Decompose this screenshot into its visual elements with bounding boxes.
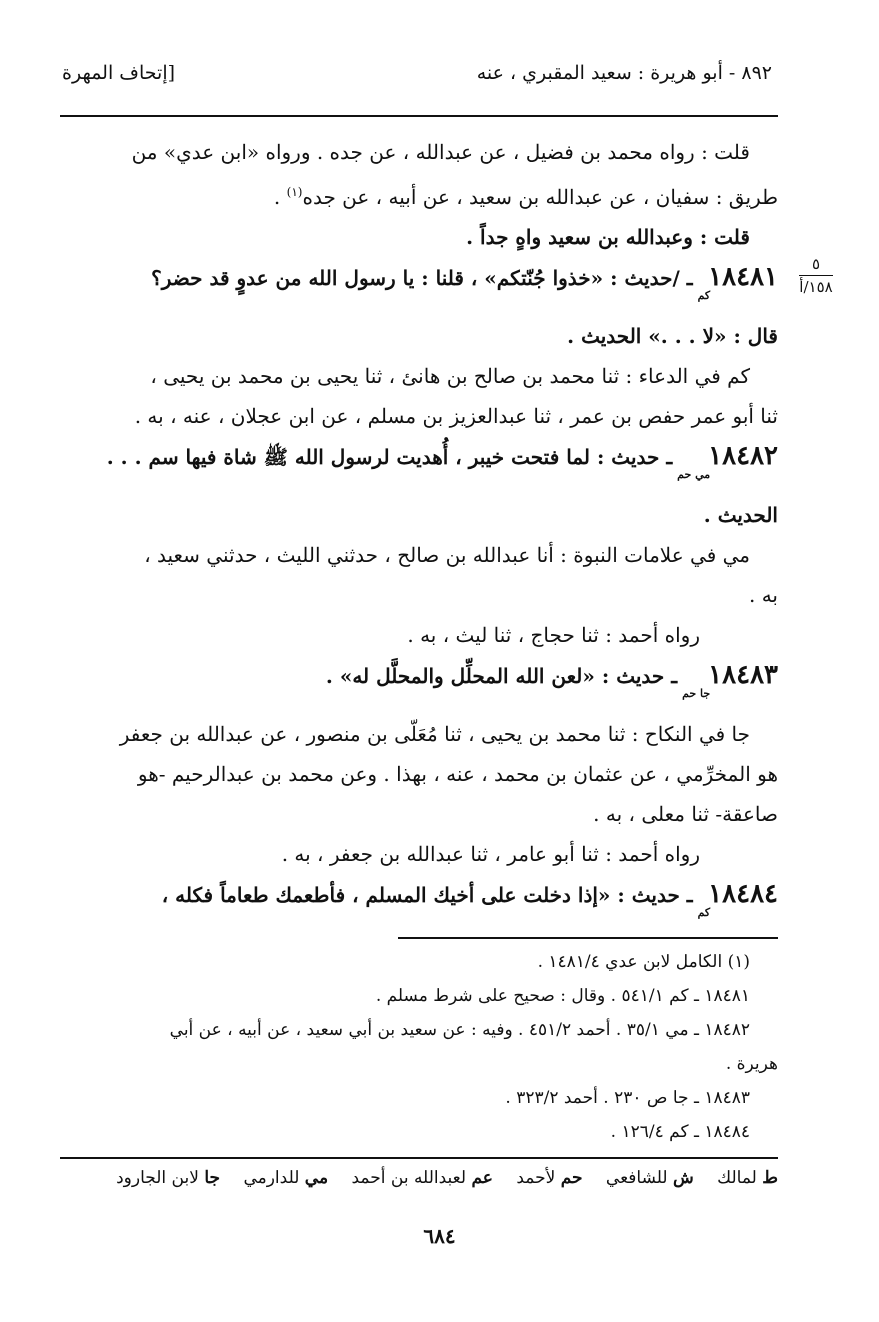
text-line: مي في علامات النبوة : أنا عبدالله بن صالح ، حدثني الليث ، حدثني سعيد ، [144, 543, 750, 567]
text-line: قلت : رواه محمد بن فضيل ، عن عبدالله ، عن جده . ورواه «ابن عدي» من [131, 140, 750, 164]
legend-abbr: عم [471, 1168, 493, 1188]
legend-item [116, 1168, 220, 1188]
legend-item [243, 1168, 328, 1188]
hadith-sigla: كم [697, 289, 711, 302]
text-span: طريق : سفيان ، عن عبدالله بن سعيد ، عن أبيه ، عن جده [302, 185, 778, 209]
text-line: به . [748, 583, 778, 607]
text-line: صاعقة- ثنا معلى ، به . [593, 802, 778, 826]
legend-name: للشافعي [605, 1168, 668, 1188]
text-line: رواه أحمد : ثنا أبو عامر ، ثنا عبدالله بن جعفر ، به . [281, 842, 700, 866]
legend-name: لابن الجارود [116, 1168, 199, 1188]
margin-folio-note [793, 255, 839, 296]
hadith-heading [64, 874, 778, 933]
text-line: قال : «لا . . .» الحديث . [567, 324, 778, 348]
hadith-sigla: كم [697, 906, 711, 919]
footnote: ١٨٤٨٣ ـ جا ص ٢٣٠ . أحمد ٣٢٣/٢ . [505, 1088, 750, 1108]
legend-item [516, 1168, 582, 1188]
text-line: كم في الدعاء : ثنا محمد بن صالح بن هانئ ، ثنا يحيى بن محمد بن يحيى ، [150, 364, 750, 388]
footnote: ١٨٤٨٤ ـ كم ١٢٦/٤ . [610, 1122, 750, 1142]
legend-item [606, 1168, 694, 1188]
legend-abbr: جا [204, 1168, 221, 1188]
legend-item [351, 1168, 492, 1188]
hadith-heading [64, 436, 778, 495]
margin-denominator: ١٥٨/أ [799, 278, 833, 296]
hadith-sigla: جا حم [682, 687, 711, 700]
legend-name: لأحمد [516, 1168, 556, 1188]
hadith-heading [64, 257, 778, 316]
main-text [64, 132, 778, 933]
footnote-rule [398, 937, 778, 939]
hadith-text: ـ حديث : لما فتحت خيبر ، أُهديت لرسول الله ﷺ شاة فيها سم . . . [106, 445, 680, 469]
abbreviation-legend [64, 1168, 778, 1188]
legend-rule [60, 1157, 778, 1159]
footnote: ١٨٤٨٢ ـ مي ٣٥/١ . أحمد ٤٥١/٢ . وفيه : عن سعيد بن أبي سعيد ، عن أبيه ، عن أبي [169, 1020, 750, 1040]
margin-numerator: ٥ [811, 255, 821, 273]
hadith-number: ١٨٤٨٢ [708, 441, 778, 471]
legend-abbr: حم [560, 1168, 583, 1188]
legend-abbr: ش [672, 1168, 694, 1188]
section-title: ٨٩٢ - أبو هريرة : سعيد المقبري ، عنه [476, 62, 772, 84]
running-title: [إتحاف المهرة [62, 62, 176, 84]
hadith-heading [64, 655, 778, 714]
text-line: الحديث . [703, 503, 778, 527]
hadith-number: ١٨٤٨٣ [708, 660, 778, 690]
footnote-marker: (١) [286, 185, 303, 199]
legend-name: لمالك [717, 1168, 757, 1188]
hadith-number: ١٨٤٨١ [708, 262, 778, 292]
legend-abbr: ط [762, 1168, 778, 1188]
legend-name: لعبدالله بن أحمد [351, 1168, 467, 1188]
text-line: رواه أحمد : ثنا حجاج ، ثنا ليث ، به . [407, 623, 700, 647]
hadith-text: ـ حديث : «لعن الله المحلِّل والمحلَّل له» . [325, 664, 685, 688]
margin-fraction-bar [799, 275, 833, 276]
hadith-number: ١٨٤٨٤ [708, 879, 778, 909]
text-span: . [273, 185, 287, 209]
footnote: (١) الكامل لابن عدي ١٤٨١/٤ . [537, 952, 750, 972]
text-line: جا في النكاح : ثنا محمد بن يحيى ، ثنا مُعَلّى بن منصور ، عن عبدالله بن جعفر [119, 722, 750, 746]
footnote-continuation: هريرة . [725, 1054, 778, 1074]
legend-abbr: مي [304, 1168, 329, 1188]
text-line: ثنا أبو عمر حفص بن عمر ، ثنا عبدالعزيز بن مسلم ، عن ابن عجلان ، عنه ، به . [134, 404, 778, 428]
hadith-sigla: مي حم [677, 468, 711, 481]
footnotes [64, 945, 778, 1149]
page-number: ٦٨٤ [423, 1224, 456, 1248]
hadith-text: ـ حديث : «إذا دخلت على أخيك المسلم ، فأطعمك طعاماً فكله ، [161, 883, 700, 907]
text-line [64, 172, 778, 217]
legend-name: للدارمي [243, 1168, 300, 1188]
text-line: هو المخرِّمي ، عن عثمان بن محمد ، عنه ، بهذا . وعن محمد بن عبدالرحيم -هو [137, 762, 778, 786]
footnote: ١٨٤٨١ ـ كم ٥٤١/١ . وقال : صحيح على شرط مسلم . [375, 986, 750, 1006]
hadith-text: ـ /حديث : «خذوا جُنّتكم» ، قلنا : يا رسول الله من عدوٍ قد حضر؟ [151, 266, 700, 290]
text-line: قلت : وعبدالله بن سعيد واهٍ جداً . [466, 225, 750, 249]
header-rule [60, 115, 778, 117]
legend-item [717, 1168, 778, 1188]
